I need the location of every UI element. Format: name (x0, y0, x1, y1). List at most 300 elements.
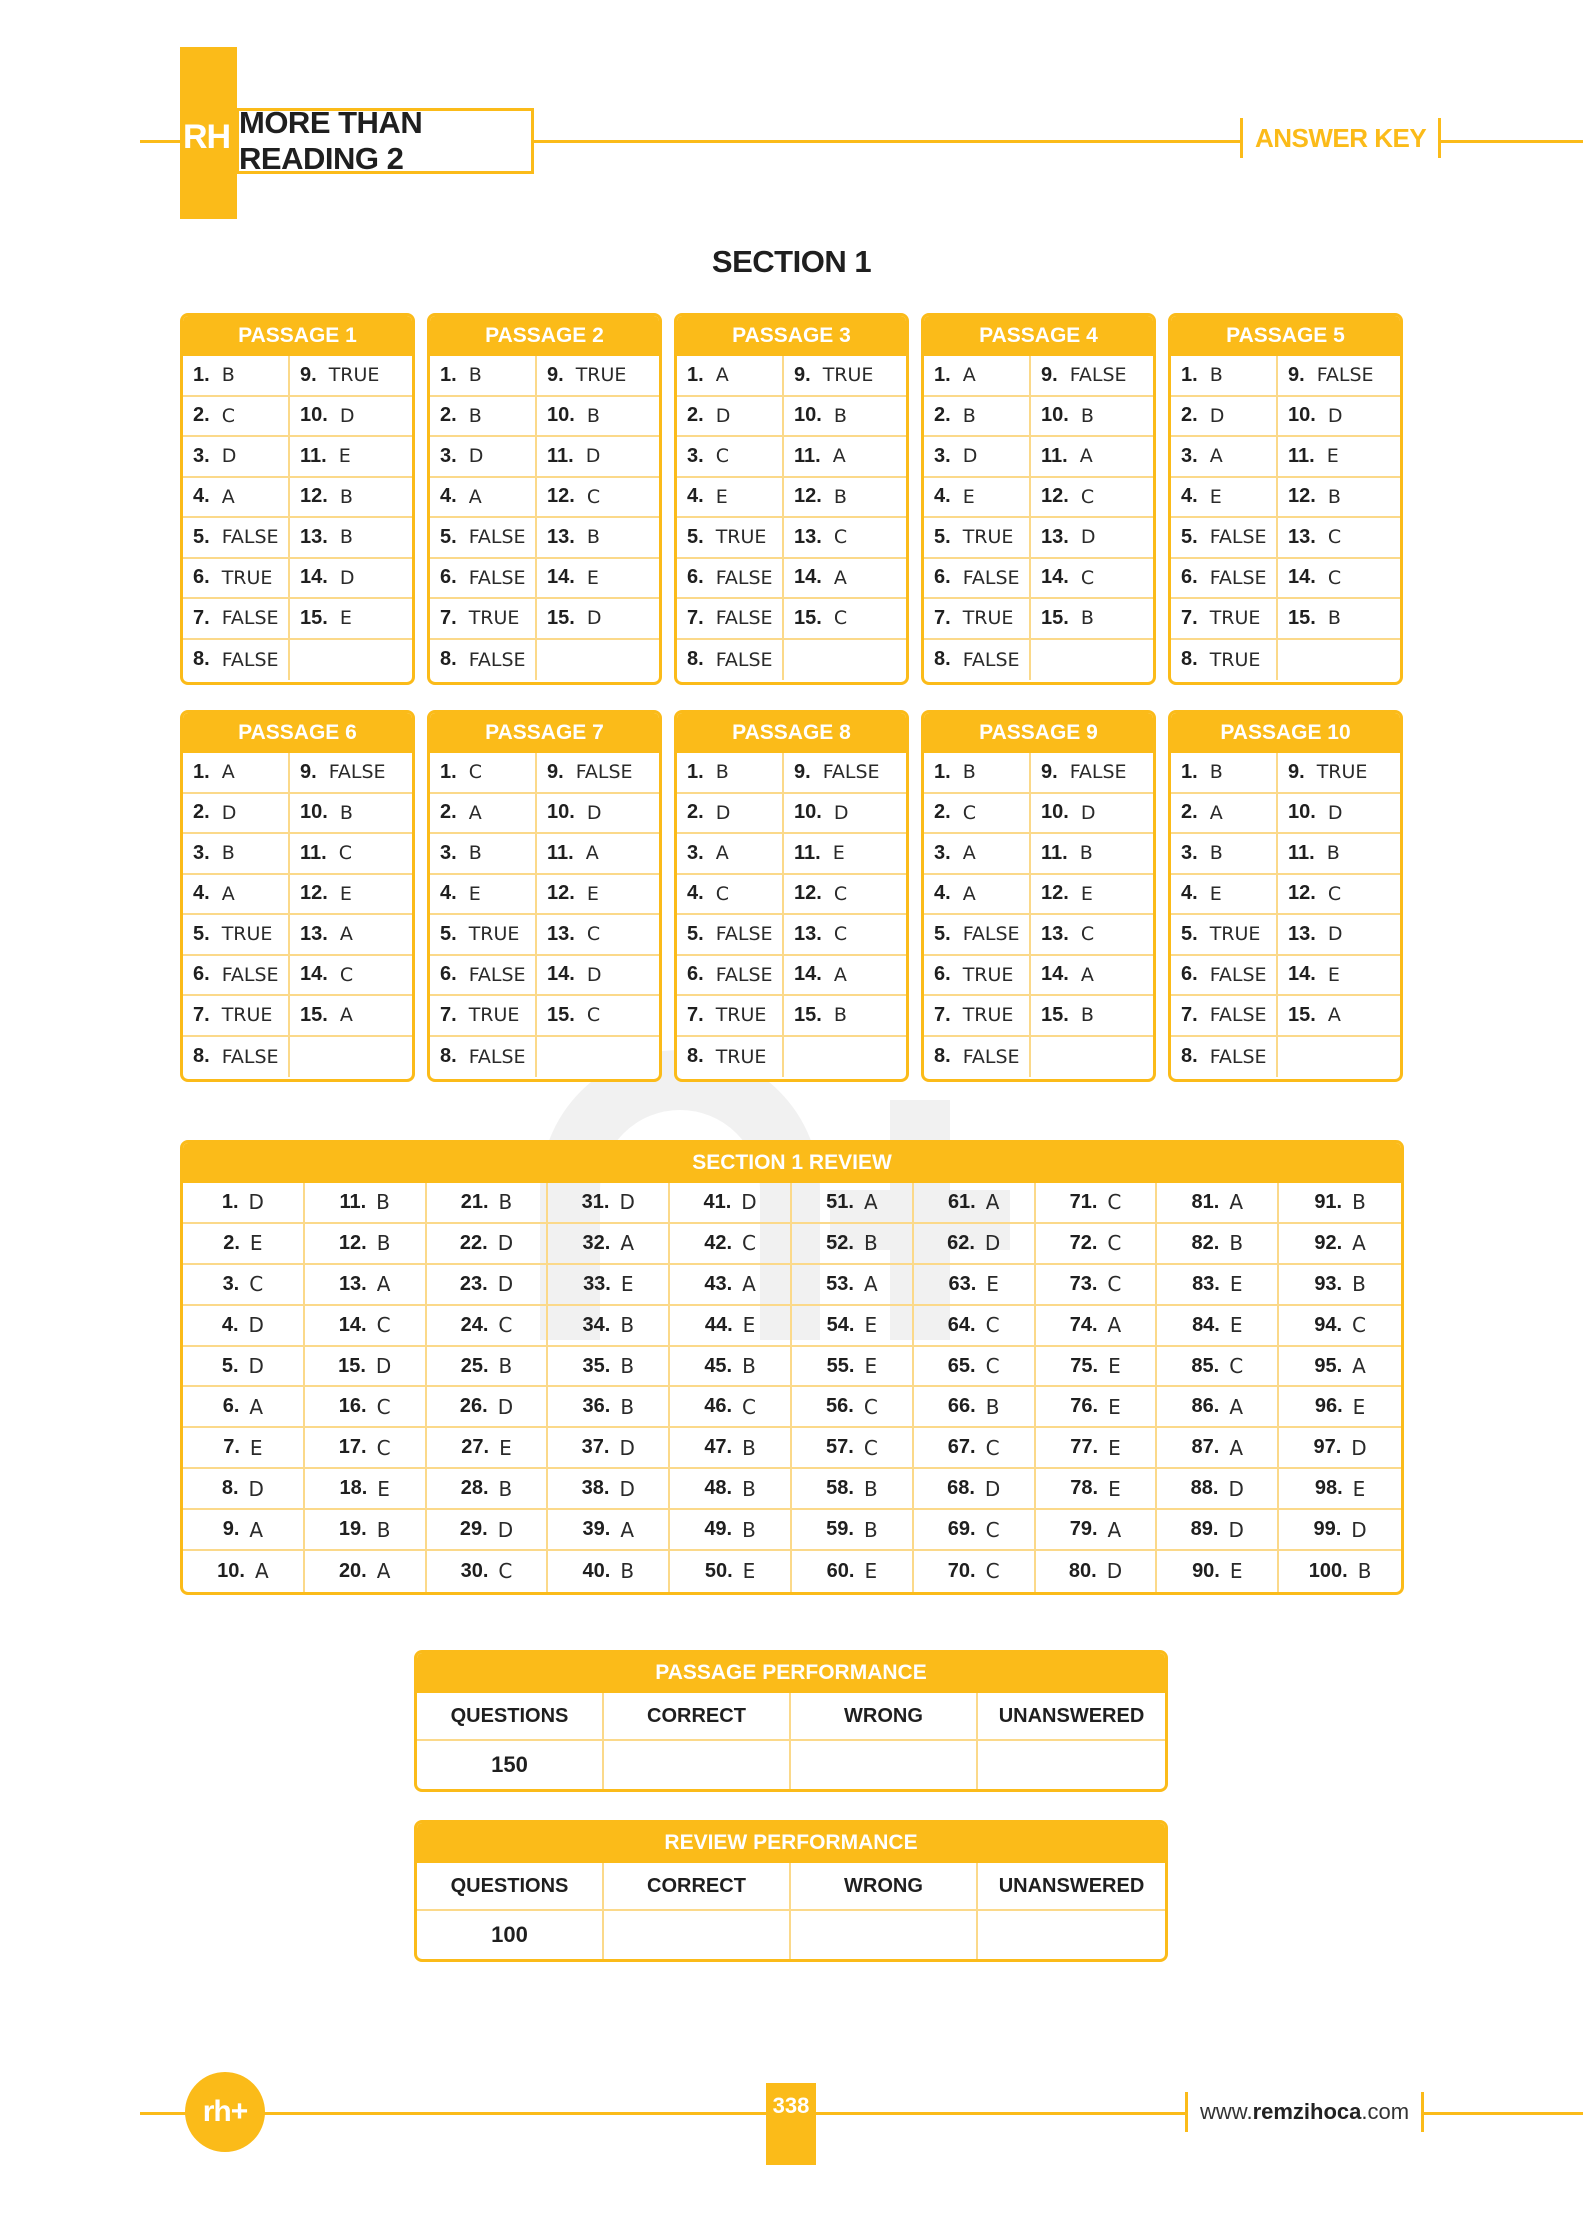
answer-cell (1278, 875, 1400, 916)
answer-value: A (254, 1559, 269, 1584)
question-number: 75. (1070, 1354, 1099, 1377)
answer-value: B (742, 1435, 756, 1460)
answer-cell (290, 996, 412, 1037)
passage-answer-grid (924, 753, 1153, 1077)
answer-cell (1278, 356, 1400, 397)
answer-value: FALSE (221, 963, 279, 986)
answer-cell (183, 478, 290, 519)
answer-cell (1031, 875, 1153, 916)
question-number: 14. (338, 1313, 367, 1336)
answer-value: A (1209, 445, 1223, 468)
answer-value: E (1108, 1394, 1121, 1419)
answer-value: D (468, 445, 484, 468)
answer-value: TRUE (962, 607, 1014, 630)
question-number: 37. (581, 1436, 610, 1459)
question-number: 7. (223, 1436, 240, 1459)
question-number: 8. (1181, 1045, 1198, 1068)
review-answer-cell (792, 1551, 914, 1592)
answer-value: E (986, 1272, 999, 1297)
question-number: 3. (687, 841, 704, 864)
question-number: 91. (1314, 1190, 1343, 1213)
question-number: 13. (1041, 922, 1069, 945)
answer-value: D (586, 801, 602, 824)
question-number: 1. (440, 760, 457, 783)
book-title-box (236, 105, 534, 176)
answer-value: A (339, 923, 353, 946)
answer-cell (290, 599, 412, 640)
answer-cell (924, 559, 1031, 600)
answer-value: FALSE (962, 566, 1020, 589)
answer-value: B (863, 1517, 878, 1542)
answer-value: B (1080, 1004, 1094, 1027)
answer-value: C (863, 1435, 878, 1460)
question-number: 8. (221, 1477, 239, 1500)
answer-value: C (1080, 485, 1095, 508)
answer-cell (183, 1037, 290, 1078)
question-number: 13. (1288, 525, 1316, 548)
answer-value: B (715, 761, 729, 784)
question-number: 5. (687, 525, 704, 548)
review-answer-cell (183, 1510, 305, 1551)
answer-value: A (620, 1231, 635, 1256)
review-answer-cell (792, 1183, 914, 1224)
review-answer-cell (1279, 1428, 1401, 1469)
answer-cell (924, 437, 1031, 478)
answer-cell (1031, 478, 1153, 519)
question-number: 10. (217, 1559, 245, 1582)
question-number: 8. (193, 648, 210, 671)
question-number: 84. (1192, 1313, 1220, 1336)
question-number: 3. (687, 444, 704, 467)
answer-cell (1031, 956, 1153, 997)
answer-value: TRUE (962, 963, 1014, 986)
question-number: 8. (1181, 648, 1198, 671)
review-answer-cell (183, 1428, 305, 1469)
question-number: 12. (338, 1231, 367, 1254)
answer-value: D (497, 1517, 514, 1542)
answer-cell (430, 794, 537, 835)
answer-cell (1031, 753, 1153, 794)
review-answer-cell (1279, 1469, 1401, 1510)
answer-value: B (376, 1190, 390, 1215)
answer-cell (1171, 640, 1278, 681)
answer-value: E (377, 1476, 390, 1501)
answer-cell (677, 599, 784, 640)
answer-cell (537, 1037, 659, 1078)
answer-value: B (498, 1354, 513, 1378)
question-number: 35. (582, 1354, 611, 1377)
question-number: 13. (547, 922, 575, 945)
answer-value: A (376, 1559, 391, 1584)
question-number: 1. (934, 760, 951, 783)
answer-cell (537, 875, 659, 916)
review-answer-cell (427, 1224, 549, 1265)
review-answer-cell (914, 1551, 1036, 1592)
answer-cell (1278, 478, 1400, 519)
review-answer-cell (305, 1510, 427, 1551)
question-number: 14. (1041, 566, 1069, 589)
review-performance-title: REVIEW PERFORMANCE (417, 1823, 1165, 1863)
answer-cell (430, 956, 537, 997)
question-number: 13. (338, 1272, 367, 1295)
review-answer-cell (914, 1428, 1036, 1469)
question-number: 5. (1181, 922, 1198, 945)
passage-answer-grid (183, 356, 412, 680)
answer-value: B (1209, 364, 1223, 387)
answer-cell (1278, 640, 1400, 681)
answer-cell (1171, 875, 1278, 916)
answer-value: FALSE (575, 761, 633, 784)
answer-cell (1171, 356, 1278, 397)
answer-value: A (1352, 1354, 1366, 1378)
answer-cell (1171, 437, 1278, 478)
passage-title: PASSAGE 6 (183, 713, 412, 753)
answer-value: E (338, 445, 351, 468)
question-number: 3. (193, 444, 210, 467)
answer-cell (784, 956, 906, 997)
review-answer-cell (183, 1551, 305, 1592)
question-number: 6. (193, 963, 210, 986)
answer-value: A (620, 1517, 635, 1542)
answer-cell (183, 915, 290, 956)
question-number: 15. (794, 606, 822, 629)
question-number: 29. (459, 1518, 488, 1541)
answer-cell (784, 753, 906, 794)
passage-card (921, 313, 1156, 685)
answer-cell (784, 794, 906, 835)
answer-cell (924, 875, 1031, 916)
question-number: 12. (300, 485, 328, 508)
passage-performance-table (414, 1650, 1168, 1792)
answer-cell (183, 875, 290, 916)
question-number: 8. (934, 648, 951, 671)
answer-value: D (715, 801, 731, 824)
website-link[interactable] (1185, 2092, 1424, 2132)
question-number: 11. (1041, 841, 1068, 864)
question-number: 3. (1181, 444, 1198, 467)
review-answer-cell (305, 1428, 427, 1469)
review-answer-cell (1036, 1428, 1158, 1469)
answer-value: C (742, 1231, 756, 1256)
answer-value: A (1107, 1517, 1122, 1542)
question-number: 18. (339, 1477, 368, 1500)
answer-value: E (1352, 1476, 1366, 1501)
answer-value: FALSE (715, 648, 773, 671)
question-number: 12. (547, 485, 575, 508)
question-number: 96. (1314, 1395, 1343, 1418)
answer-value: FALSE (221, 607, 279, 630)
answer-cell (924, 356, 1031, 397)
question-number: 17. (338, 1436, 367, 1459)
question-number: 50. (704, 1559, 733, 1582)
review-answer-cell (670, 1306, 792, 1347)
answer-cell (290, 478, 412, 519)
answer-value: C (1327, 526, 1342, 549)
question-number: 11. (1288, 444, 1315, 467)
answer-cell (430, 996, 537, 1037)
question-number: 24. (460, 1313, 489, 1336)
answer-value: TRUE (1209, 648, 1261, 671)
review-answer-cell (1279, 1347, 1401, 1388)
answer-value: B (468, 842, 482, 865)
review-answer-cell (183, 1224, 305, 1265)
answer-cell (183, 834, 290, 875)
answer-cell (1171, 794, 1278, 835)
passage-answer-grid (430, 753, 659, 1077)
answer-cell (537, 834, 659, 875)
question-number: 43. (704, 1272, 733, 1295)
answer-value: D (1209, 404, 1225, 427)
perf-col-header: WRONG (791, 1693, 978, 1741)
review-answer-cell (1279, 1306, 1401, 1347)
question-number: 6. (934, 963, 951, 986)
answer-value: B (339, 801, 353, 824)
answer-value: C (1080, 566, 1095, 589)
answer-cell (290, 834, 412, 875)
answer-value: B (863, 1476, 878, 1501)
answer-cell (537, 599, 659, 640)
passage-title: PASSAGE 2 (430, 316, 659, 356)
website-suffix: .com (1361, 2099, 1410, 2124)
passage-card (674, 710, 909, 1082)
answer-cell (1278, 599, 1400, 640)
answer-value: B (620, 1559, 635, 1584)
answer-value: A (249, 1517, 264, 1542)
answer-value: D (375, 1354, 392, 1378)
answer-cell (924, 915, 1031, 956)
answer-cell (290, 753, 412, 794)
answer-cell (1278, 518, 1400, 559)
answer-cell (430, 915, 537, 956)
website-prefix: www. (1200, 2099, 1253, 2124)
passage-card (1168, 313, 1403, 685)
review-answer-cell (427, 1347, 549, 1388)
review-answer-cell (548, 1551, 670, 1592)
answer-value: A (985, 1190, 1000, 1215)
question-number: 55. (826, 1354, 855, 1377)
passage-title: PASSAGE 4 (924, 316, 1153, 356)
answer-value: C (338, 842, 352, 865)
question-number: 11. (794, 444, 821, 467)
answer-value: A (863, 1272, 878, 1297)
question-number: 88. (1190, 1477, 1219, 1500)
answer-value: D (1080, 526, 1096, 549)
question-number: 6. (193, 566, 210, 589)
passage-card (180, 313, 415, 685)
answer-cell (290, 437, 412, 478)
answer-value: D (619, 1190, 635, 1215)
answer-value: C (833, 607, 848, 630)
perf-correct-value (604, 1911, 791, 1959)
review-answer-cell (914, 1306, 1036, 1347)
question-number: 20. (338, 1559, 367, 1582)
review-answer-cell (1036, 1224, 1158, 1265)
answer-value: FALSE (1209, 566, 1267, 589)
answer-value: B (339, 485, 353, 508)
answer-value: D (962, 445, 978, 468)
answer-value: A (962, 364, 976, 387)
perf-correct-value (604, 1741, 791, 1789)
question-number: 48. (704, 1477, 733, 1500)
review-answer-cell (1036, 1183, 1158, 1224)
question-number: 83. (1192, 1272, 1220, 1295)
question-number: 47. (704, 1436, 733, 1459)
answer-value: B (1352, 1272, 1366, 1297)
passage-performance-title: PASSAGE PERFORMANCE (417, 1653, 1165, 1693)
question-number: 49. (704, 1518, 733, 1541)
question-number: 10. (794, 801, 822, 824)
question-number: 80. (1068, 1559, 1097, 1582)
review-answer-cell (548, 1183, 670, 1224)
answer-cell (183, 356, 290, 397)
answer-cell (784, 640, 906, 681)
question-number: 52. (826, 1231, 854, 1254)
answer-value: E (864, 1313, 878, 1338)
question-number: 13. (794, 922, 822, 945)
answer-value: E (339, 607, 352, 630)
review-answer-cell (1036, 1306, 1158, 1347)
review-answer-cell (548, 1469, 670, 1510)
review-answer-cell (305, 1387, 427, 1428)
answer-value: B (742, 1354, 756, 1378)
answer-cell (677, 794, 784, 835)
question-number: 3. (1181, 841, 1198, 864)
answer-value: C (498, 1559, 513, 1584)
question-number: 10. (1041, 404, 1069, 427)
answer-cell (1278, 996, 1400, 1037)
review-answer-cell (792, 1510, 914, 1551)
question-number: 11. (1288, 841, 1315, 864)
perf-questions-value: 100 (417, 1911, 604, 1959)
review-answer-cell (427, 1306, 549, 1347)
answer-value: D (497, 1272, 514, 1297)
answer-cell (677, 437, 784, 478)
answer-value: C (833, 882, 848, 905)
perf-unanswered-value (978, 1741, 1165, 1789)
question-number: 57. (826, 1436, 854, 1459)
review-answer-cell (914, 1510, 1036, 1551)
answer-cell (784, 875, 906, 916)
answer-value: A (863, 1190, 878, 1215)
answer-value: C (468, 761, 482, 784)
answer-cell (924, 753, 1031, 794)
question-number: 15. (1041, 606, 1069, 629)
answer-cell (537, 518, 659, 559)
passage-title: PASSAGE 5 (1171, 316, 1400, 356)
answer-value: A (833, 963, 847, 986)
question-number: 95. (1314, 1354, 1343, 1377)
question-number: 15. (547, 1003, 575, 1026)
question-number: 45. (704, 1354, 733, 1377)
answer-cell (1171, 996, 1278, 1037)
question-number: 12. (1288, 882, 1316, 905)
answer-value: TRUE (822, 364, 874, 387)
review-answer-cell (183, 1387, 305, 1428)
answer-cell (1171, 518, 1278, 559)
question-number: 39. (582, 1518, 611, 1541)
review-answer-cell (670, 1224, 792, 1265)
answer-cell (924, 640, 1031, 681)
answer-value: A (962, 882, 976, 905)
perf-col-header: QUESTIONS (417, 1863, 604, 1911)
question-number: 12. (1288, 485, 1316, 508)
answer-cell (537, 437, 659, 478)
answer-value: B (586, 404, 600, 427)
passage-card (674, 313, 909, 685)
answer-cell (784, 599, 906, 640)
question-number: 42. (704, 1231, 733, 1254)
question-number: 89. (1190, 1518, 1219, 1541)
answer-cell (290, 956, 412, 997)
answer-cell (430, 397, 537, 438)
review-answer-cell (792, 1306, 914, 1347)
answer-value: C (376, 1394, 391, 1419)
answer-cell (677, 640, 784, 681)
question-number: 3. (440, 444, 457, 467)
answer-key-label-box (1240, 118, 1441, 158)
question-number: 8. (687, 648, 704, 671)
question-number: 76. (1070, 1395, 1099, 1418)
page-number: 338 (772, 2093, 810, 2118)
answer-value: FALSE (1209, 1045, 1267, 1068)
answer-cell (784, 518, 906, 559)
perf-unanswered-value (978, 1911, 1165, 1959)
answer-value: FALSE (468, 1045, 526, 1068)
question-number: 11. (547, 841, 574, 864)
answer-value: FALSE (468, 648, 526, 671)
answer-cell (1171, 834, 1278, 875)
answer-cell (677, 834, 784, 875)
question-number: 5. (221, 1354, 239, 1377)
answer-cell (924, 478, 1031, 519)
answer-value: B (985, 1394, 1000, 1419)
section-title: SECTION 1 (711, 244, 872, 279)
answer-cell (1031, 915, 1153, 956)
passage-title: PASSAGE 10 (1171, 713, 1400, 753)
answer-cell (1031, 356, 1153, 397)
question-number: 90. (1192, 1559, 1220, 1582)
answer-cell (537, 640, 659, 681)
answer-value: TRUE (468, 607, 520, 630)
answer-value: C (1107, 1272, 1122, 1297)
answer-value: C (985, 1517, 1000, 1542)
answer-value: D (497, 1394, 514, 1419)
perf-col-header: QUESTIONS (417, 1693, 604, 1741)
question-number: 21. (460, 1190, 489, 1213)
question-number: 1. (1181, 363, 1198, 386)
question-number: 44. (704, 1313, 733, 1336)
answer-value: A (1352, 1231, 1366, 1256)
answer-cell (677, 875, 784, 916)
review-answer-cell (670, 1387, 792, 1428)
answer-cell (1171, 915, 1278, 956)
footer-logo-text: rh+ (202, 2095, 248, 2128)
answer-value: C (376, 1435, 391, 1460)
answer-cell (784, 1037, 906, 1078)
perf-col-header: WRONG (791, 1863, 978, 1911)
question-number: 92. (1314, 1231, 1343, 1254)
question-number: 4. (1181, 882, 1198, 905)
question-number: 4. (1181, 485, 1198, 508)
answer-cell (1171, 599, 1278, 640)
question-number: 7. (687, 1003, 704, 1026)
question-number: 32. (582, 1231, 611, 1254)
answer-key-label: ANSWER KEY (1255, 122, 1427, 153)
answer-value: A (742, 1272, 756, 1297)
answer-value: C (339, 963, 354, 986)
answer-value: FALSE (962, 648, 1020, 671)
answer-cell (537, 753, 659, 794)
